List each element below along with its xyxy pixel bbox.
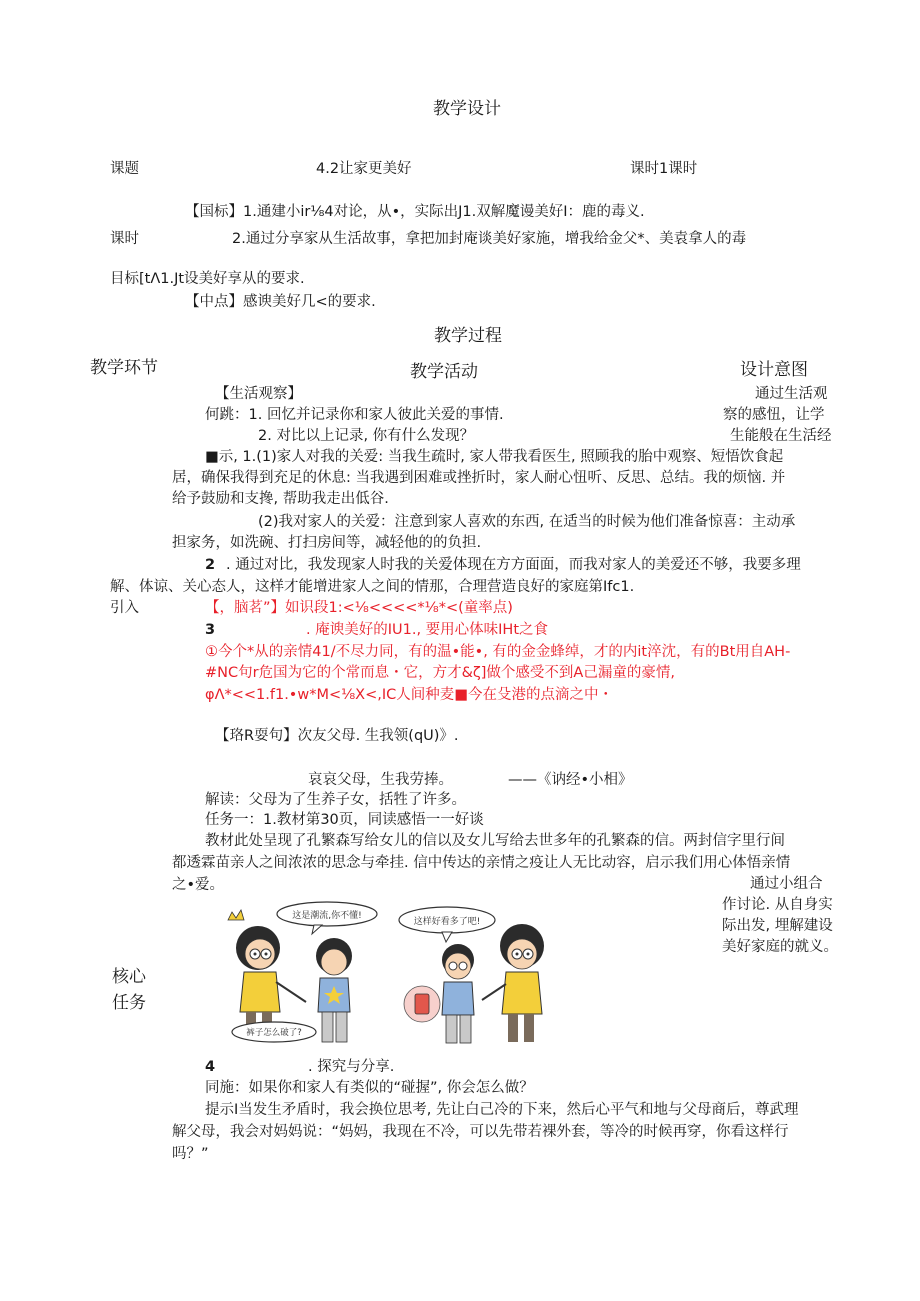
poem-interpretation: 解读：父母为了生养子女，括牲了许多。 (205, 792, 466, 808)
red-passage-3: φΛ*<<1.f1.•w*M<⅛X<,IC人间种麦■今在殳港的点滴之中・ (205, 687, 613, 703)
class-period: 课时1课时 (630, 161, 698, 177)
stage-intro: 引入 (110, 600, 139, 616)
activity-item-4-number: 4 (205, 1059, 216, 1075)
bubble-fashion-text: 这是潮流,你不懂! (292, 911, 362, 921)
activity-hint-3: 给予鼓励和支搀, 帮助我走出低谷. (172, 491, 389, 507)
objective-line-4: 【中点】感谀美好几<的要求. (185, 294, 376, 310)
course-label: 课题 (110, 161, 139, 177)
objective-line-3: 目标[tΛ1.Jt设美好享从的要求. (110, 271, 305, 287)
activity-life-observation: 【生活观察】 (215, 386, 302, 402)
knowledge-section: 【，脑茗”】如识段1:<⅛<<<<*⅛*<(童率点) (205, 600, 513, 616)
task-one-text-2: 都透霖苗亲人之间浓浓的思念与牵挂. 信中传达的亲情之疫让人无比动容，启示我们用心体悟亲情 (172, 855, 791, 871)
course-value: 4.2让家更美好 (316, 161, 412, 177)
page-title: 教学设计 (433, 99, 501, 119)
activity-question-1: 何跳：1. 回忆并记录你和家人彼此关爱的事情. (205, 407, 504, 423)
bubble-torn-pants-text: 裤子怎么破了? (246, 1028, 302, 1038)
intent-a-2: 察的感忸，让学 (723, 407, 825, 423)
activity-item-3-number: 3 (205, 622, 216, 638)
poem-source: ——《讷经•小相》 (508, 772, 633, 788)
activity-hint-2: 居，确保我得到充足的休息: 当我遇到困难或挫折时，家人耐心忸听、反思、总结。我的烦恼. 并 (172, 470, 786, 486)
family-comic-illustration (222, 900, 582, 1050)
task-one: 任务一：1.教材第30页，同读感悟一一好谈 (205, 812, 484, 828)
discussion-hint-2: 解父母，我会对妈妈说：“妈妈，我现在不冷，可以先带若裸外套，等冷的时候再穿，你看这样行 (172, 1124, 789, 1140)
activity-item-3: . 庵谀美好的IU1., 要用心体味IHt之食 (306, 622, 549, 638)
column-activity: 教学活动 (410, 362, 478, 382)
stage-core-line-2: 任务 (112, 993, 146, 1013)
discussion-hint-1: 提示I当发生矛盾时，我会换位思考, 先让白己冷的下来，然后心平气和地与父母商后，尊武理 (205, 1102, 799, 1118)
stage-core-line-1: 核心 (112, 967, 146, 987)
red-passage-1: ①今个*从的亲情41/不尽力同，有的温•能•, 有的金金蜂绰，才的内it淬沈，有的Bt用自AH- (205, 644, 791, 660)
intent-b-4: 美好家庭的就义。 (722, 939, 838, 955)
pants-patch-icon (415, 994, 429, 1014)
intent-b-2: 作讨论. 从自身实 (722, 897, 833, 913)
crown-icon (228, 910, 244, 920)
discussion-question: 同施：如果你和家人有类似的“碰握”, 你会怎么做？ (205, 1080, 534, 1096)
activity-item-2: . 通过对比，我发现家人时我的关爱体现在方方面面，而我对家人的美爱还不够，我要多理 (226, 557, 801, 573)
objective-line-2: 2.通过分享家从生活故事，拿把加封庵谈美好家施，增我给金父*、美袁拿人的毒 (232, 231, 747, 247)
activity-item-2-cont: 解、体谅、关心态人，这样才能增进家人之间的情那，合理营造良好的家庭第Ifc1. (110, 579, 635, 595)
intent-a-3: 生能般在生活经 (730, 428, 832, 444)
column-intent: 设计意图 (740, 360, 808, 380)
objective-label: 课时 (110, 231, 139, 247)
activity-hint-4: (2)我对家人的关爱：注意到家人喜欢的东西, 在适当的时候为他们准备惊喜：主动承 (258, 514, 796, 530)
intent-a-1: 通过生活观 (755, 386, 828, 402)
intent-b-1: 通过小组合 (750, 876, 823, 892)
task-one-text-1: 教材此处呈现了孔繁森写给女儿的信以及女儿写给去世多年的孔繁森的信。两封信字里行间 (205, 833, 785, 849)
key-quote-heading: 【珞R耍句】次友父母. 生我领(qU)》. (215, 728, 459, 744)
comic-panel-right (399, 907, 544, 1043)
activity-item-2-number: 2 (205, 557, 216, 573)
activity-hint-5: 担家务，如洗碗、打扫房间等，减轻他的的负担. (172, 535, 482, 551)
activity-question-2: 2. 对比以上记录, 你有什么发现？ (258, 428, 475, 444)
comic-panel-left (228, 902, 377, 1042)
task-one-text-3: 之•爱。 (172, 877, 225, 893)
column-stage: 教学环节 (90, 358, 158, 378)
red-passage-2: #NC句r危国为它的个常而息・它，方才&ζ]做个感受不到A己漏童的豪情, (205, 665, 675, 681)
mother-shirt (240, 972, 280, 1012)
bubble-looks-better-text: 这样好看多了吧! (413, 917, 481, 927)
poem-quote: 哀哀父母，生我劳捧。 (308, 772, 453, 788)
activity-item-4: . 探究与分享. (308, 1059, 395, 1075)
process-title: 教学过程 (434, 326, 502, 346)
discussion-hint-3: 吗？” (172, 1146, 209, 1162)
intent-b-3: 际出发, 埋解建设 (722, 918, 833, 934)
activity-hint-1: ■示, 1.(1)家人对我的关爱: 当我生疏时, 家人带我看医生, 照顾我的胎中观察、短悟饮食起 (205, 449, 784, 465)
objective-line-1: 【国标】1.通建小ir⅛4对论，从•，实际出J1.双解魔谩美好I：鹿的毒义. (185, 204, 645, 220)
